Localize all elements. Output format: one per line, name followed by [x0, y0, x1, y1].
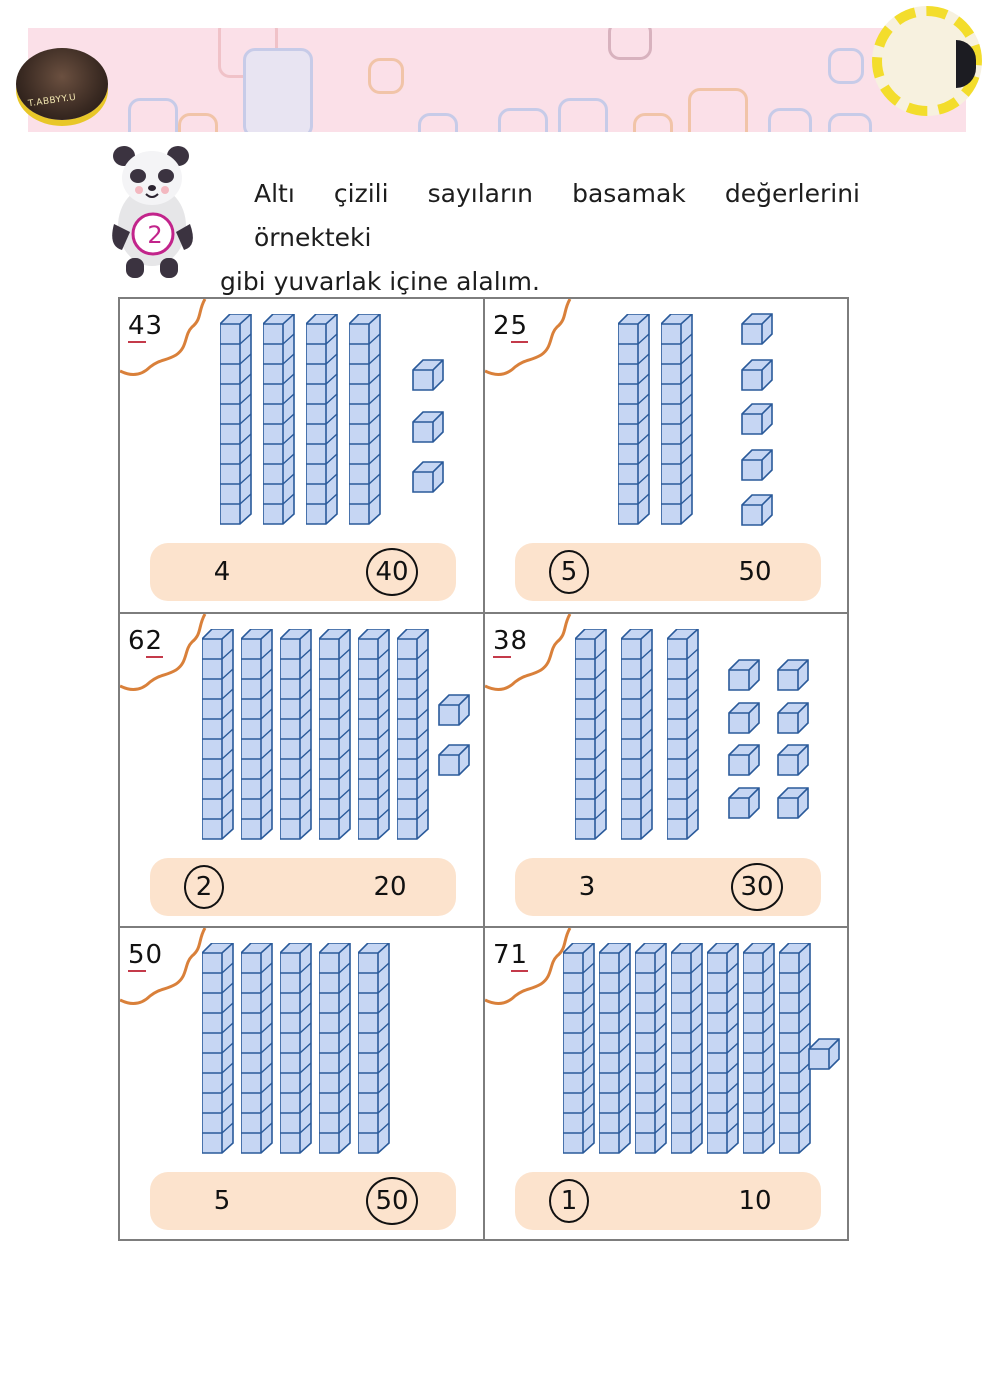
ten-rod-block-icon: [241, 629, 273, 841]
answer-bar: [515, 543, 821, 601]
answer-bar: [150, 1172, 456, 1230]
target-number: [128, 311, 163, 341]
tens-rods: [202, 629, 429, 841]
digit: 6: [128, 626, 146, 656]
unit-cube-icon: [438, 694, 470, 730]
tens-rods: [575, 629, 699, 841]
ten-rod-block-icon: [621, 629, 653, 841]
ten-rod-block-icon: [349, 314, 381, 526]
place-value-option[interactable]: 4: [213, 557, 231, 587]
ten-rod-block-icon: [280, 629, 312, 841]
place-value-option[interactable]: 3: [578, 872, 596, 902]
exercise-number: 2: [147, 221, 163, 249]
circled-place-value-option[interactable]: 2: [184, 865, 224, 909]
unit-cube-icon: [728, 659, 760, 695]
unit-cube-icon: [728, 744, 760, 780]
decor-square: [633, 113, 673, 132]
tens-rods: [202, 943, 390, 1155]
digit: 7: [493, 940, 511, 970]
exercise-grid: [118, 297, 849, 1241]
underlined-digit: 2: [145, 626, 164, 656]
seal-text: T.ABBYY.U: [27, 92, 77, 110]
decor-square: [828, 113, 872, 132]
decor-square: [688, 88, 748, 132]
ten-rod-block-icon: [563, 943, 595, 1155]
exercise-cell: [485, 614, 849, 928]
answer-bar: [515, 1172, 821, 1230]
panda-mascot-icon: [108, 146, 198, 280]
exercise-cell: [120, 928, 485, 1241]
ten-rod-block-icon: [280, 943, 312, 1155]
ten-rod-block-icon: [319, 943, 351, 1155]
digit: 8: [510, 626, 529, 656]
digit: 3: [145, 311, 164, 341]
place-value-option[interactable]: 5: [213, 1186, 231, 1216]
unit-cube-icon: [412, 359, 444, 395]
decor-square: [558, 98, 608, 132]
ten-rod-block-icon: [319, 629, 351, 841]
unit-cube-icon: [438, 744, 470, 780]
target-number: [128, 626, 163, 656]
decor-square: [768, 108, 812, 132]
unit-cube-icon: [728, 702, 760, 738]
ten-rod-block-icon: [220, 314, 252, 526]
place-value-option[interactable]: 10: [738, 1186, 772, 1216]
answer-bar: [515, 858, 821, 916]
place-value-option[interactable]: 50: [738, 557, 772, 587]
answer-bar: [150, 543, 456, 601]
unit-cube-icon: [741, 494, 773, 530]
decor-square: [243, 48, 313, 132]
unit-cube-icon: [777, 702, 809, 738]
place-value-option[interactable]: 20: [373, 872, 407, 902]
exercise-cell: [485, 928, 849, 1241]
decor-square: [368, 58, 404, 94]
exercise-cell: [485, 299, 849, 614]
unit-cube-icon: [741, 359, 773, 395]
header-banner: [28, 28, 966, 132]
underlined-digit: 5: [128, 940, 146, 970]
exercise-cell: [120, 614, 485, 928]
ten-rod-block-icon: [599, 943, 631, 1155]
unit-cube-icon: [412, 411, 444, 447]
ten-rod-block-icon: [661, 314, 693, 526]
ten-rod-block-icon: [671, 943, 703, 1155]
digit: 2: [493, 311, 511, 341]
ten-rod-block-icon: [707, 943, 739, 1155]
unit-cube-icon: [777, 787, 809, 823]
ten-rod-block-icon: [358, 943, 390, 1155]
ten-rod-block-icon: [575, 629, 607, 841]
unit-cube-icon: [777, 744, 809, 780]
circled-place-value-option[interactable]: 50: [366, 1177, 418, 1225]
circled-place-value-option[interactable]: 30: [731, 863, 783, 911]
ten-rod-block-icon: [635, 943, 667, 1155]
circled-place-value-option[interactable]: 1: [549, 1179, 589, 1223]
digit: 0: [145, 940, 164, 970]
decor-square: [498, 108, 548, 132]
unit-cube-icon: [741, 313, 773, 349]
unit-cube-icon: [808, 1038, 840, 1074]
target-number: [493, 626, 528, 656]
answer-bar: [150, 858, 456, 916]
unit-cube-icon: [728, 787, 760, 823]
decor-square: [128, 98, 178, 132]
exercise-cell: [120, 299, 485, 614]
circled-place-value-option[interactable]: 5: [549, 550, 589, 594]
underlined-digit: 3: [493, 626, 511, 656]
unit-cube-icon: [741, 403, 773, 439]
instruction-line-1: Altı çizili sayıların basamak değerlerini örnekteki: [254, 179, 860, 252]
ten-rod-block-icon: [667, 629, 699, 841]
ten-rod-block-icon: [358, 629, 390, 841]
unit-cube-icon: [777, 659, 809, 695]
tens-rods: [563, 943, 811, 1155]
circled-place-value-option[interactable]: 40: [366, 548, 418, 596]
underlined-digit: 4: [128, 311, 146, 341]
instruction-line-2: gibi yuvarlak içine alalım.: [220, 267, 540, 296]
underlined-digit: 5: [510, 311, 529, 341]
ten-rod-block-icon: [241, 943, 273, 1155]
decor-square: [608, 28, 652, 60]
decor-square: [828, 48, 864, 84]
unit-cube-icon: [412, 461, 444, 497]
ten-rod-block-icon: [779, 943, 811, 1155]
ten-rod-block-icon: [202, 629, 234, 841]
target-number: [128, 940, 163, 970]
decor-square: [418, 113, 458, 132]
unit-cube-icon: [741, 449, 773, 485]
tens-rods: [220, 314, 381, 526]
ten-rod-block-icon: [397, 629, 429, 841]
instruction-text: [220, 172, 860, 304]
ten-rod-block-icon: [202, 943, 234, 1155]
ten-rod-block-icon: [306, 314, 338, 526]
decor-square: [178, 113, 218, 132]
underlined-digit: 1: [510, 940, 529, 970]
target-number: [493, 311, 528, 341]
ten-rod-block-icon: [743, 943, 775, 1155]
target-number: [493, 940, 528, 970]
ten-rod-block-icon: [263, 314, 295, 526]
ten-rod-block-icon: [618, 314, 650, 526]
tens-rods: [618, 314, 693, 526]
